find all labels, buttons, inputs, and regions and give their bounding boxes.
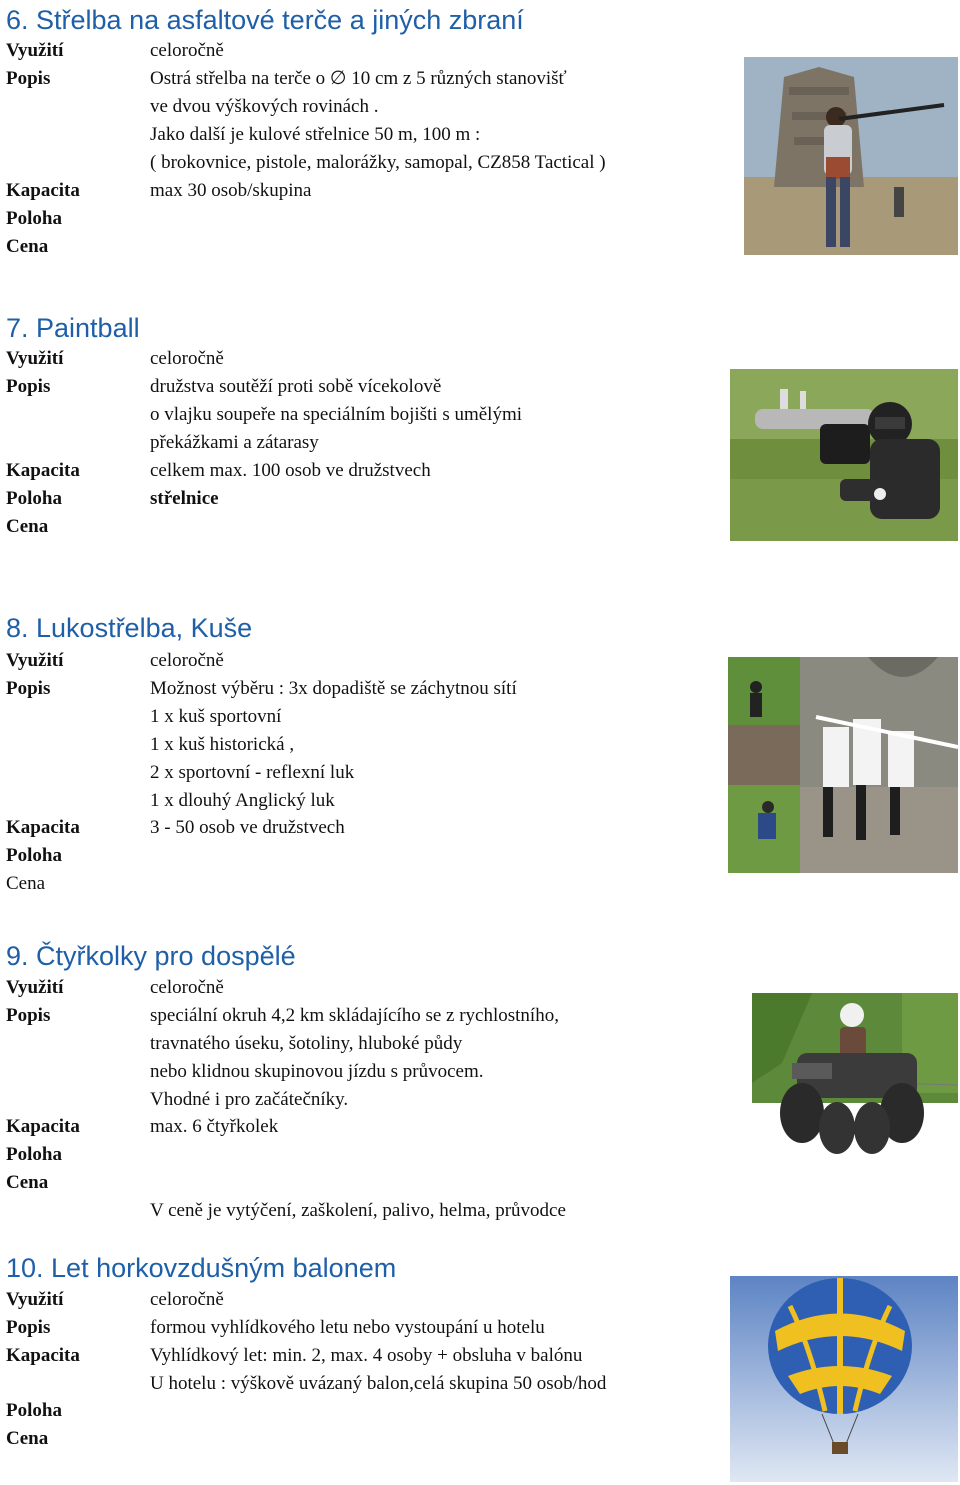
paintball-photo xyxy=(730,369,958,541)
label-vyuziti: Využití xyxy=(6,40,64,61)
value-vyuziti: celoročně xyxy=(150,977,224,998)
label-popis: Popis xyxy=(6,1005,51,1026)
label-kapacita: Kapacita xyxy=(6,817,80,838)
label-popis: Popis xyxy=(6,376,51,397)
value-popis: nebo klidnou skupinovou jízdu s průvocem. xyxy=(150,1061,484,1082)
label-poloha: Poloha xyxy=(6,488,62,509)
label-cena: Cena xyxy=(6,873,46,894)
shooting-photo xyxy=(744,57,958,255)
value-cena-note: V ceně je vytýčení, zaškolení, palivo, helma, průvodce xyxy=(150,1200,566,1221)
section-title: 8. Lukostřelba, Kuše xyxy=(6,613,253,643)
quad-bike-photo xyxy=(752,993,958,1198)
value-poloha: střelnice xyxy=(150,488,219,509)
value-popis: Možnost výběru : 3x dopadiště se záchytnou sítí xyxy=(150,678,517,699)
label-popis: Popis xyxy=(6,68,51,89)
section-title: 7. Paintball xyxy=(6,313,140,343)
value-vyuziti: celoročně xyxy=(150,650,224,671)
archery-photo xyxy=(728,657,958,873)
label-cena: Cena xyxy=(6,1172,49,1193)
label-vyuziti: Využití xyxy=(6,1289,64,1310)
balloon-photo xyxy=(730,1276,958,1482)
value-kapacita: 3 - 50 osob ve družstvech xyxy=(150,817,345,838)
label-kapacita: Kapacita xyxy=(6,180,80,201)
value-vyuziti: celoročně xyxy=(150,40,224,61)
value-popis: 1 x kuš sportovní xyxy=(150,706,282,727)
value-popis: družstva soutěží proti sobě vícekolově xyxy=(150,376,442,397)
section-title: 9. Čtyřkolky pro dospělé xyxy=(6,941,296,971)
label-cena: Cena xyxy=(6,1428,49,1449)
label-kapacita: Kapacita xyxy=(6,460,80,481)
label-poloha: Poloha xyxy=(6,845,62,866)
label-kapacita: Kapacita xyxy=(6,1345,80,1366)
value-popis: 2 x sportovní - reflexní luk xyxy=(150,762,355,783)
value-popis: Jako další je kulové střelnice 50 m, 100 m : xyxy=(150,124,481,145)
label-vyuziti: Využití xyxy=(6,650,64,671)
value-kapacita: Vyhlídkový let: min. 2, max. 4 osoby + obsluha v balónu xyxy=(150,1345,583,1366)
label-cena: Cena xyxy=(6,236,49,257)
label-popis: Popis xyxy=(6,1317,51,1338)
label-poloha: Poloha xyxy=(6,1400,62,1421)
value-popis: 1 x dlouhý Anglický luk xyxy=(150,790,335,811)
value-popis: o vlajku soupeře na speciálním bojišti s umělými xyxy=(150,404,523,425)
value-kapacita: max. 6 čtyřkolek xyxy=(150,1116,279,1137)
label-poloha: Poloha xyxy=(6,1144,62,1165)
value-popis: Vhodné i pro začátečníky. xyxy=(150,1089,349,1110)
value-vyuziti: celoročně xyxy=(150,1289,224,1310)
value-vyuziti: celoročně xyxy=(150,348,224,369)
label-popis: Popis xyxy=(6,678,51,699)
label-vyuziti: Využití xyxy=(6,977,64,998)
label-kapacita: Kapacita xyxy=(6,1116,80,1137)
label-vyuziti: Využití xyxy=(6,348,64,369)
value-popis: ( brokovnice, pistole, malorážky, samopal, CZ858 Tactical ) xyxy=(150,152,606,173)
section-title: 10. Let horkovzdušným balonem xyxy=(6,1253,397,1283)
value-popis: speciální okruh 4,2 km skládajícího se z rychlostního, xyxy=(150,1005,559,1026)
value-kapacita: U hotelu : výškově uvázaný balon,celá skupina 50 osob/hod xyxy=(150,1373,607,1394)
value-popis: travnatého úseku, šotoliny, hluboké půdy xyxy=(150,1033,463,1054)
section-title: 6. Střelba na asfaltové terče a jiných zbraní xyxy=(6,5,524,35)
label-cena: Cena xyxy=(6,516,49,537)
value-kapacita: max 30 osob/skupina xyxy=(150,180,312,201)
value-popis: Ostrá střelba na terče o ∅ 10 cm z 5 různých stanovišť xyxy=(150,68,567,89)
value-kapacita: celkem max. 100 osob ve družstvech xyxy=(150,460,431,481)
value-popis: formou vyhlídkového letu nebo vystoupání u hotelu xyxy=(150,1317,545,1338)
value-popis: překážkami a zátarasy xyxy=(150,432,319,453)
label-poloha: Poloha xyxy=(6,208,62,229)
value-popis: 1 x kuš historická , xyxy=(150,734,295,755)
value-popis: ve dvou výškových rovinách . xyxy=(150,96,379,117)
